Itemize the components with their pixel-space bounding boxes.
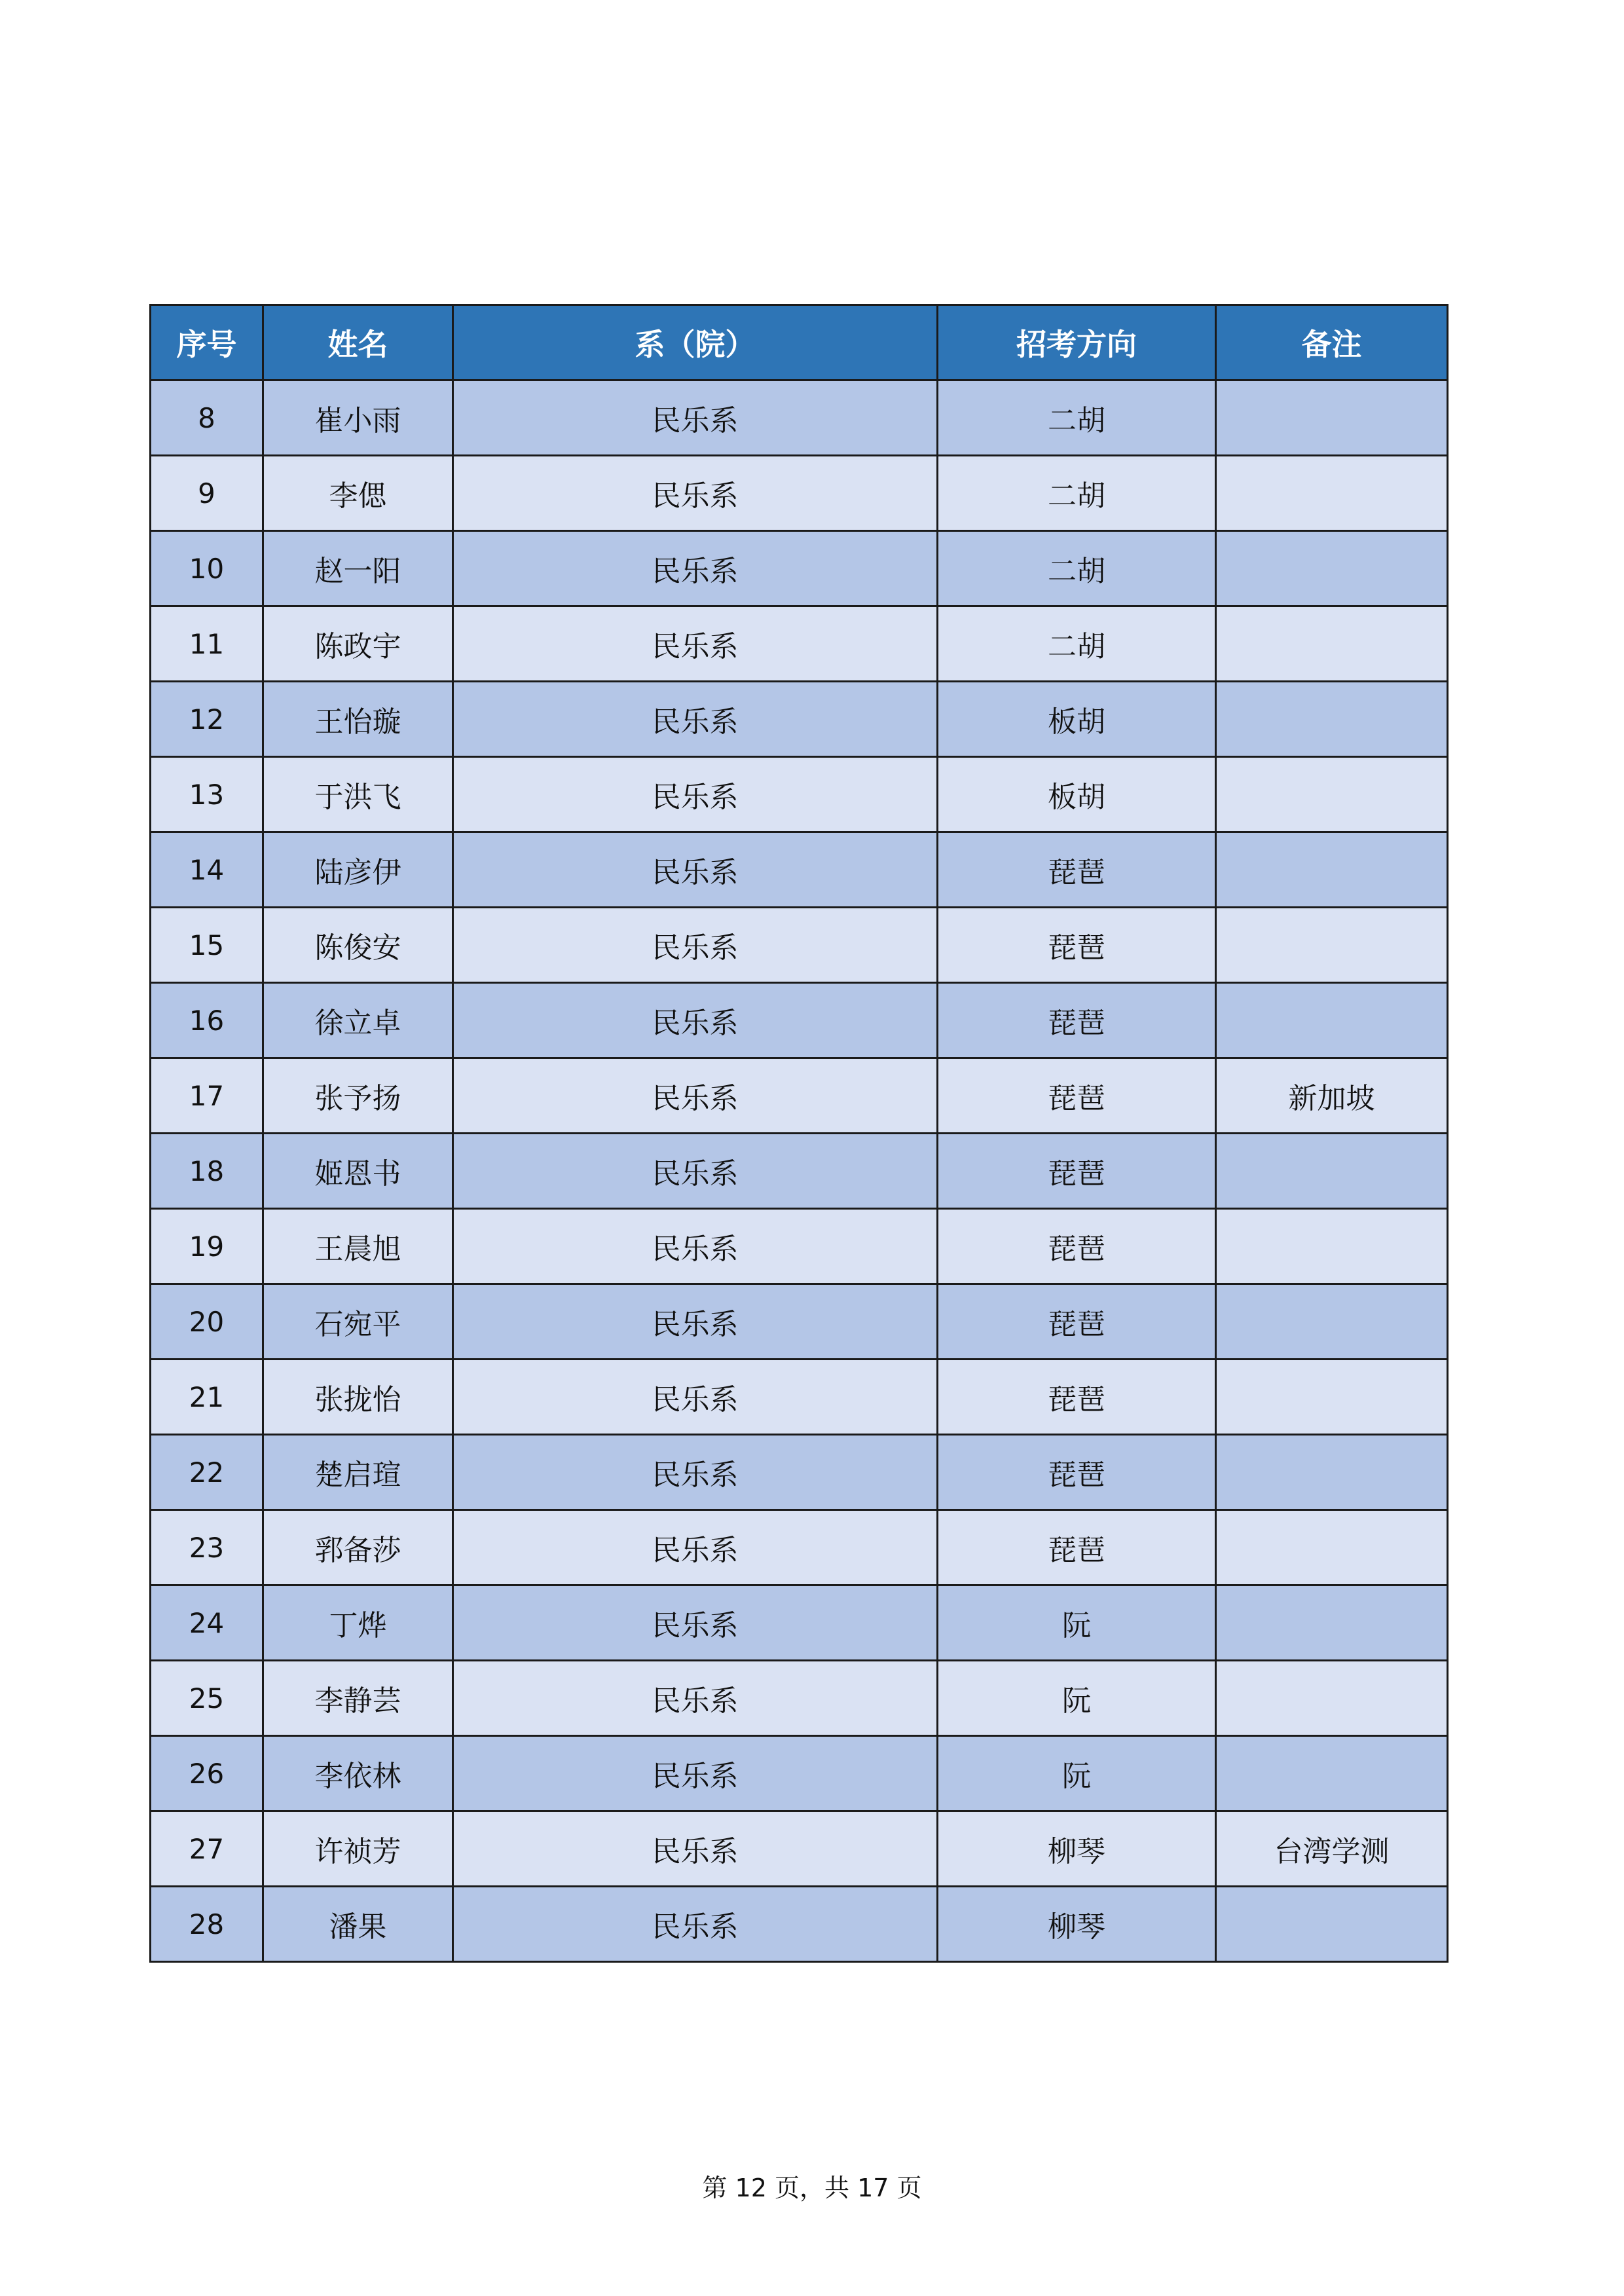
cell-name: 徐立卓: [263, 983, 453, 1058]
cell-index: 26: [151, 1736, 263, 1811]
cell-department: 民乐系: [453, 832, 938, 908]
cell-major: 琵琶: [938, 1058, 1216, 1134]
cell-index: 18: [151, 1134, 263, 1209]
cell-remarks: [1216, 983, 1448, 1058]
cell-index: 11: [151, 606, 263, 682]
cell-major: 琵琶: [938, 1284, 1216, 1360]
cell-department: 民乐系: [453, 1736, 938, 1811]
cell-remarks: [1216, 1360, 1448, 1435]
cell-remarks: [1216, 531, 1448, 606]
cell-major: 柳琴: [938, 1887, 1216, 1962]
cell-major: 琵琶: [938, 1209, 1216, 1284]
cell-index: 20: [151, 1284, 263, 1360]
cell-major: 板胡: [938, 757, 1216, 832]
table-row: [151, 1360, 1448, 1435]
cell-major: 琵琶: [938, 983, 1216, 1058]
cell-name: 郛备莎: [263, 1510, 453, 1585]
cell-index: 23: [151, 1510, 263, 1585]
cell-index: 21: [151, 1360, 263, 1435]
cell-name: 许祯芳: [263, 1811, 453, 1887]
cell-department: 民乐系: [453, 1284, 938, 1360]
table-row: [151, 1811, 1448, 1887]
table-row: [151, 606, 1448, 682]
cell-name: 丁烨: [263, 1585, 453, 1661]
cell-department: 民乐系: [453, 380, 938, 456]
cell-department: 民乐系: [453, 1360, 938, 1435]
cell-name: 潘果: [263, 1887, 453, 1962]
table-row: [151, 832, 1448, 908]
cell-major: 板胡: [938, 682, 1216, 757]
cell-major: 柳琴: [938, 1811, 1216, 1887]
cell-department: 民乐系: [453, 456, 938, 531]
cell-remarks: [1216, 1435, 1448, 1510]
table-row: [151, 380, 1448, 456]
cell-remarks: [1216, 1284, 1448, 1360]
cell-index: 28: [151, 1887, 263, 1962]
cell-remarks: [1216, 1736, 1448, 1811]
cell-remarks: [1216, 1510, 1448, 1585]
cell-name: 王怡璇: [263, 682, 453, 757]
cell-department: 民乐系: [453, 1887, 938, 1962]
cell-index: 15: [151, 908, 263, 983]
cell-remarks: [1216, 606, 1448, 682]
cell-remarks: [1216, 1134, 1448, 1209]
cell-department: 民乐系: [453, 908, 938, 983]
cell-index: 16: [151, 983, 263, 1058]
table-row: [151, 983, 1448, 1058]
cell-major: 二胡: [938, 606, 1216, 682]
cell-remarks: [1216, 1209, 1448, 1284]
table-header-row: [151, 305, 1448, 380]
cell-index: 12: [151, 682, 263, 757]
cell-department: 民乐系: [453, 983, 938, 1058]
cell-name: 陈俊安: [263, 908, 453, 983]
table-row: [151, 1134, 1448, 1209]
table-row: [151, 1887, 1448, 1962]
table-body: [151, 380, 1448, 1962]
cell-name: 李依林: [263, 1736, 453, 1811]
cell-index: 17: [151, 1058, 263, 1134]
cell-department: 民乐系: [453, 1661, 938, 1736]
cell-name: 赵一阳: [263, 531, 453, 606]
cell-remarks: [1216, 757, 1448, 832]
cell-remarks: [1216, 908, 1448, 983]
cell-index: 9: [151, 456, 263, 531]
header-index: 序号: [151, 305, 263, 380]
table-row: [151, 1435, 1448, 1510]
header-department: 系（院）: [453, 305, 938, 380]
header-major: 招考方向: [938, 305, 1216, 380]
cell-department: 民乐系: [453, 1510, 938, 1585]
cell-remarks: [1216, 1661, 1448, 1736]
cell-remarks: 台湾学测: [1216, 1811, 1448, 1887]
cell-major: 阮: [938, 1585, 1216, 1661]
table-row: [151, 531, 1448, 606]
footer-total-pages: 17: [857, 2174, 889, 2202]
cell-major: 二胡: [938, 531, 1216, 606]
cell-index: 13: [151, 757, 263, 832]
cell-department: 民乐系: [453, 757, 938, 832]
cell-index: 8: [151, 380, 263, 456]
header-remarks: 备注: [1216, 305, 1448, 380]
header-name: 姓名: [263, 305, 453, 380]
cell-index: 19: [151, 1209, 263, 1284]
table-row: [151, 1284, 1448, 1360]
cell-name: 姬恩书: [263, 1134, 453, 1209]
cell-name: 张予扬: [263, 1058, 453, 1134]
cell-department: 民乐系: [453, 606, 938, 682]
table-row: [151, 1661, 1448, 1736]
cell-remarks: [1216, 1585, 1448, 1661]
cell-major: 琵琶: [938, 1134, 1216, 1209]
table-row: [151, 1510, 1448, 1585]
cell-remarks: [1216, 1887, 1448, 1962]
cell-index: 24: [151, 1585, 263, 1661]
cell-name: 陆彦伊: [263, 832, 453, 908]
cell-name: 李偲: [263, 456, 453, 531]
cell-department: 民乐系: [453, 1435, 938, 1510]
cell-department: 民乐系: [453, 1058, 938, 1134]
table-row: [151, 908, 1448, 983]
cell-department: 民乐系: [453, 1811, 938, 1887]
cell-index: 10: [151, 531, 263, 606]
cell-name: 王晨旭: [263, 1209, 453, 1284]
cell-major: 琵琶: [938, 1435, 1216, 1510]
cell-name: 陈政宇: [263, 606, 453, 682]
cell-major: 阮: [938, 1736, 1216, 1811]
cell-major: 琵琶: [938, 1510, 1216, 1585]
cell-name: 石宛平: [263, 1284, 453, 1360]
cell-department: 民乐系: [453, 682, 938, 757]
cell-index: 14: [151, 832, 263, 908]
cell-department: 民乐系: [453, 1585, 938, 1661]
cell-name: 崔小雨: [263, 380, 453, 456]
footer-middle: 页，共: [774, 2174, 849, 2202]
cell-name: 张拢怡: [263, 1360, 453, 1435]
cell-major: 琵琶: [938, 908, 1216, 983]
table-row: [151, 1058, 1448, 1134]
cell-department: 民乐系: [453, 1209, 938, 1284]
table-row: [151, 456, 1448, 531]
cell-remarks: [1216, 832, 1448, 908]
footer-suffix: 页: [896, 2174, 922, 2202]
table-row: [151, 1209, 1448, 1284]
student-roster-table: [149, 304, 1449, 1963]
page-footer: [0, 2168, 1624, 2204]
cell-major: 阮: [938, 1661, 1216, 1736]
cell-name: 李静芸: [263, 1661, 453, 1736]
table-row: [151, 682, 1448, 757]
cell-index: 27: [151, 1811, 263, 1887]
table-row: [151, 1585, 1448, 1661]
cell-major: 二胡: [938, 456, 1216, 531]
cell-index: 22: [151, 1435, 263, 1510]
cell-department: 民乐系: [453, 1134, 938, 1209]
footer-prefix: 第: [702, 2174, 728, 2202]
cell-major: 二胡: [938, 380, 1216, 456]
cell-major: 琵琶: [938, 1360, 1216, 1435]
footer-page-number: 12: [735, 2174, 767, 2202]
cell-remarks: [1216, 380, 1448, 456]
cell-remarks: [1216, 456, 1448, 531]
table-row: [151, 757, 1448, 832]
cell-index: 25: [151, 1661, 263, 1736]
table-row: [151, 1736, 1448, 1811]
cell-name: 于洪飞: [263, 757, 453, 832]
cell-major: 琵琶: [938, 832, 1216, 908]
cell-name: 楚启瑄: [263, 1435, 453, 1510]
cell-department: 民乐系: [453, 531, 938, 606]
cell-remarks: 新加坡: [1216, 1058, 1448, 1134]
cell-remarks: [1216, 682, 1448, 757]
